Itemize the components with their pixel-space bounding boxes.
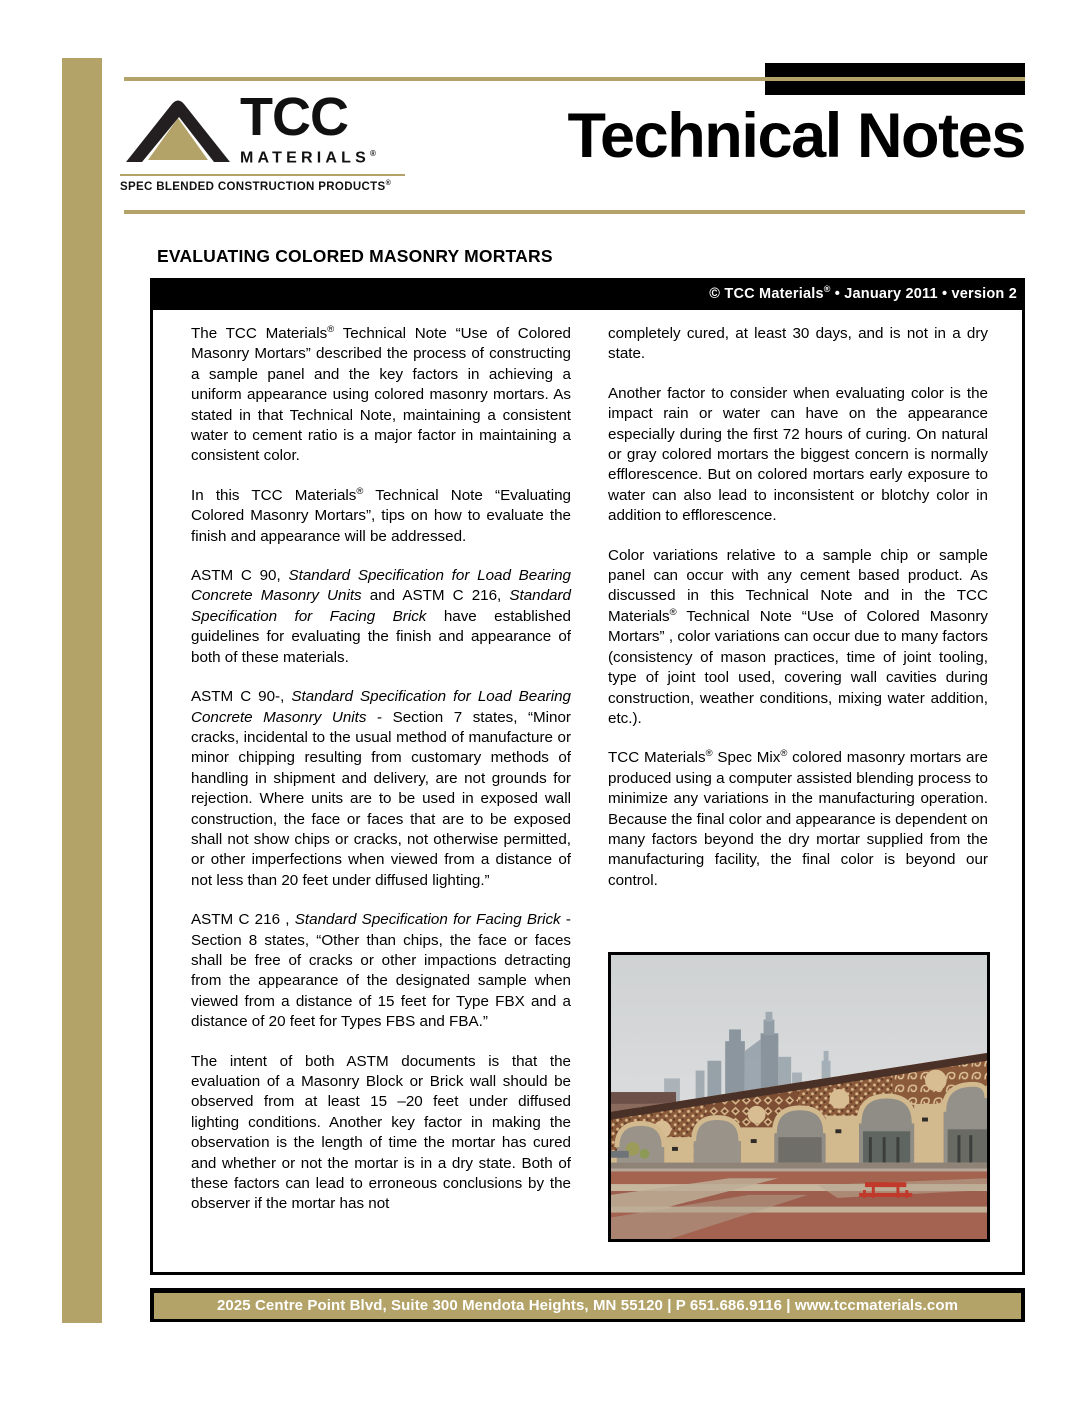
logo-materials-text [240, 145, 406, 167]
logo-registered-mark: ® [369, 149, 376, 158]
logo-wordmark [240, 87, 406, 167]
page-header [102, 58, 1025, 218]
footer-address-bar: 2025 Centre Point Blvd, Suite 300 Mendota Heights, MN 55120 | P 651.686.9116 | www.tccmaterials.com [154, 1293, 1021, 1319]
copyright-bar [150, 278, 1025, 307]
logo-tagline-mark: ® [385, 180, 392, 187]
masonry-arcade-photo [611, 955, 987, 1239]
body-paragraph: The TCC Materials® Technical Note “Use of Colored Masonry Mortars” described the process of constructing a sample panel and the key factors in achieving a uniform appearance using colored masonry mortars. As stated in that Technical Note, maintaining a consistent water to cement ratio is a major factor in maintaining a consistent color. [191, 323, 571, 465]
body-paragraph: TCC Materials® Spec Mix® colored masonry mortars are produced using a computer assisted blending process to minimize any variations in the manufacturing operation. Because the final color and appearance is dependent on many factors beyond the dry mortar supplied from the manufacturing facility, the final color is beyond our control. [608, 748, 988, 889]
tcc-chevron-icon [122, 98, 234, 166]
logo-tcc-text: TCC [240, 87, 348, 147]
logo-tagline [120, 180, 405, 193]
body-paragraph: In this TCC Materials® Technical Note “Evaluating Colored Masonry Mortars”, tips on how to evaluate the finish and appearance will be addressed. [191, 485, 571, 545]
logo-tagline-text: SPEC BLENDED CONSTRUCTION PRODUCTS [120, 180, 386, 193]
content-frame [150, 307, 1025, 1275]
copyright-text [709, 284, 1017, 302]
document-heading: EVALUATING COLORED MASONRY MORTARS [157, 246, 553, 266]
header-black-bar-top [765, 63, 1025, 77]
page-title: Technical Notes [567, 101, 1025, 171]
left-accent-bar [62, 58, 102, 1323]
copyright-registered-mark: ® [823, 284, 831, 294]
header-gold-rule-bottom [124, 210, 1025, 214]
body-column-left [191, 324, 571, 1215]
header-black-bar-bottom [765, 81, 1025, 95]
body-paragraph: ASTM C 90-, Standard Specification for Load Bearing Concrete Masonry Units - Section 7 states, “Minor cracks, incidental to the usual method of manufacture or minor chipping resulting from customary methods of handling in shipment and delivery, are not grounds for rejection. Where units are to be used in exposed wall construction, the face or faces that are to be exposed shall not show chips or cracks, not otherwise permitted, or other imperfections when viewed from a distance of not less than 20 feet under diffused lighting.” [191, 688, 571, 889]
copyright-suffix: • January 2011 • version 2 [830, 285, 1017, 302]
logo-divider [120, 174, 405, 176]
tcc-logo [120, 87, 405, 202]
body-paragraph: Another factor to consider when evaluating color is the impact rain or water can have on the appearance especially during the first 72 hours of curing. On natural or gray colored mortars the biggest concern is normally efflorescence. But on colored mortars early exposure to water can also lead to inconsistent or blotchy color in addition to efflorescence. [608, 384, 988, 525]
body-column-right [608, 324, 988, 891]
body-paragraph: ASTM C 90, Standard Specification for Load Bearing Concrete Masonry Units and ASTM C 216, Standard Specification for Facing Brick have established guidelines for evaluating the finish and appearance of both of these materials. [191, 567, 571, 666]
body-paragraph: Color variations relative to a sample chip or sample panel can occur with any cement based product. As discussed in this Technical Note and in the TCC Materials® Technical Note “Use of Colored Masonry Mortars” , color variations can occur due to many factors (consistency of mason practices, time of joint tooling, type of joint tool used, covering wall cavities during construction, weather conditions, mixing water addition, etc.). [608, 546, 988, 727]
body-paragraph: completely cured, at least 30 days, and is not in a dry state. [608, 325, 988, 363]
body-paragraph: The intent of both ASTM documents is that the evaluation of a Masonry Block or Brick wall should be observed from at least 15 –20 feet under diffused lighting conditions. Another key factor in making the observation is the length of time the mortar has cured and whether or not the mortar is in a dry state. Both of these factors can lead to erroneous conclusions by the observer if the mortar has not [191, 1052, 571, 1213]
figure-photo [608, 952, 990, 1242]
logo-materials-label: MATERIALS [240, 149, 370, 167]
copyright-prefix: © TCC Materials [709, 285, 824, 302]
body-paragraph: ASTM C 216 , Standard Specification for Facing Brick - Section 8 states, “Other than chips, the face or faces shall be free of cracks or other impactions detracting from the appearance of the designated sample when viewed from a distance of 15 feet for Type FBX and a distance of 20 feet for Types FBS and FBA.” [191, 911, 571, 1031]
logo-row [120, 87, 405, 170]
